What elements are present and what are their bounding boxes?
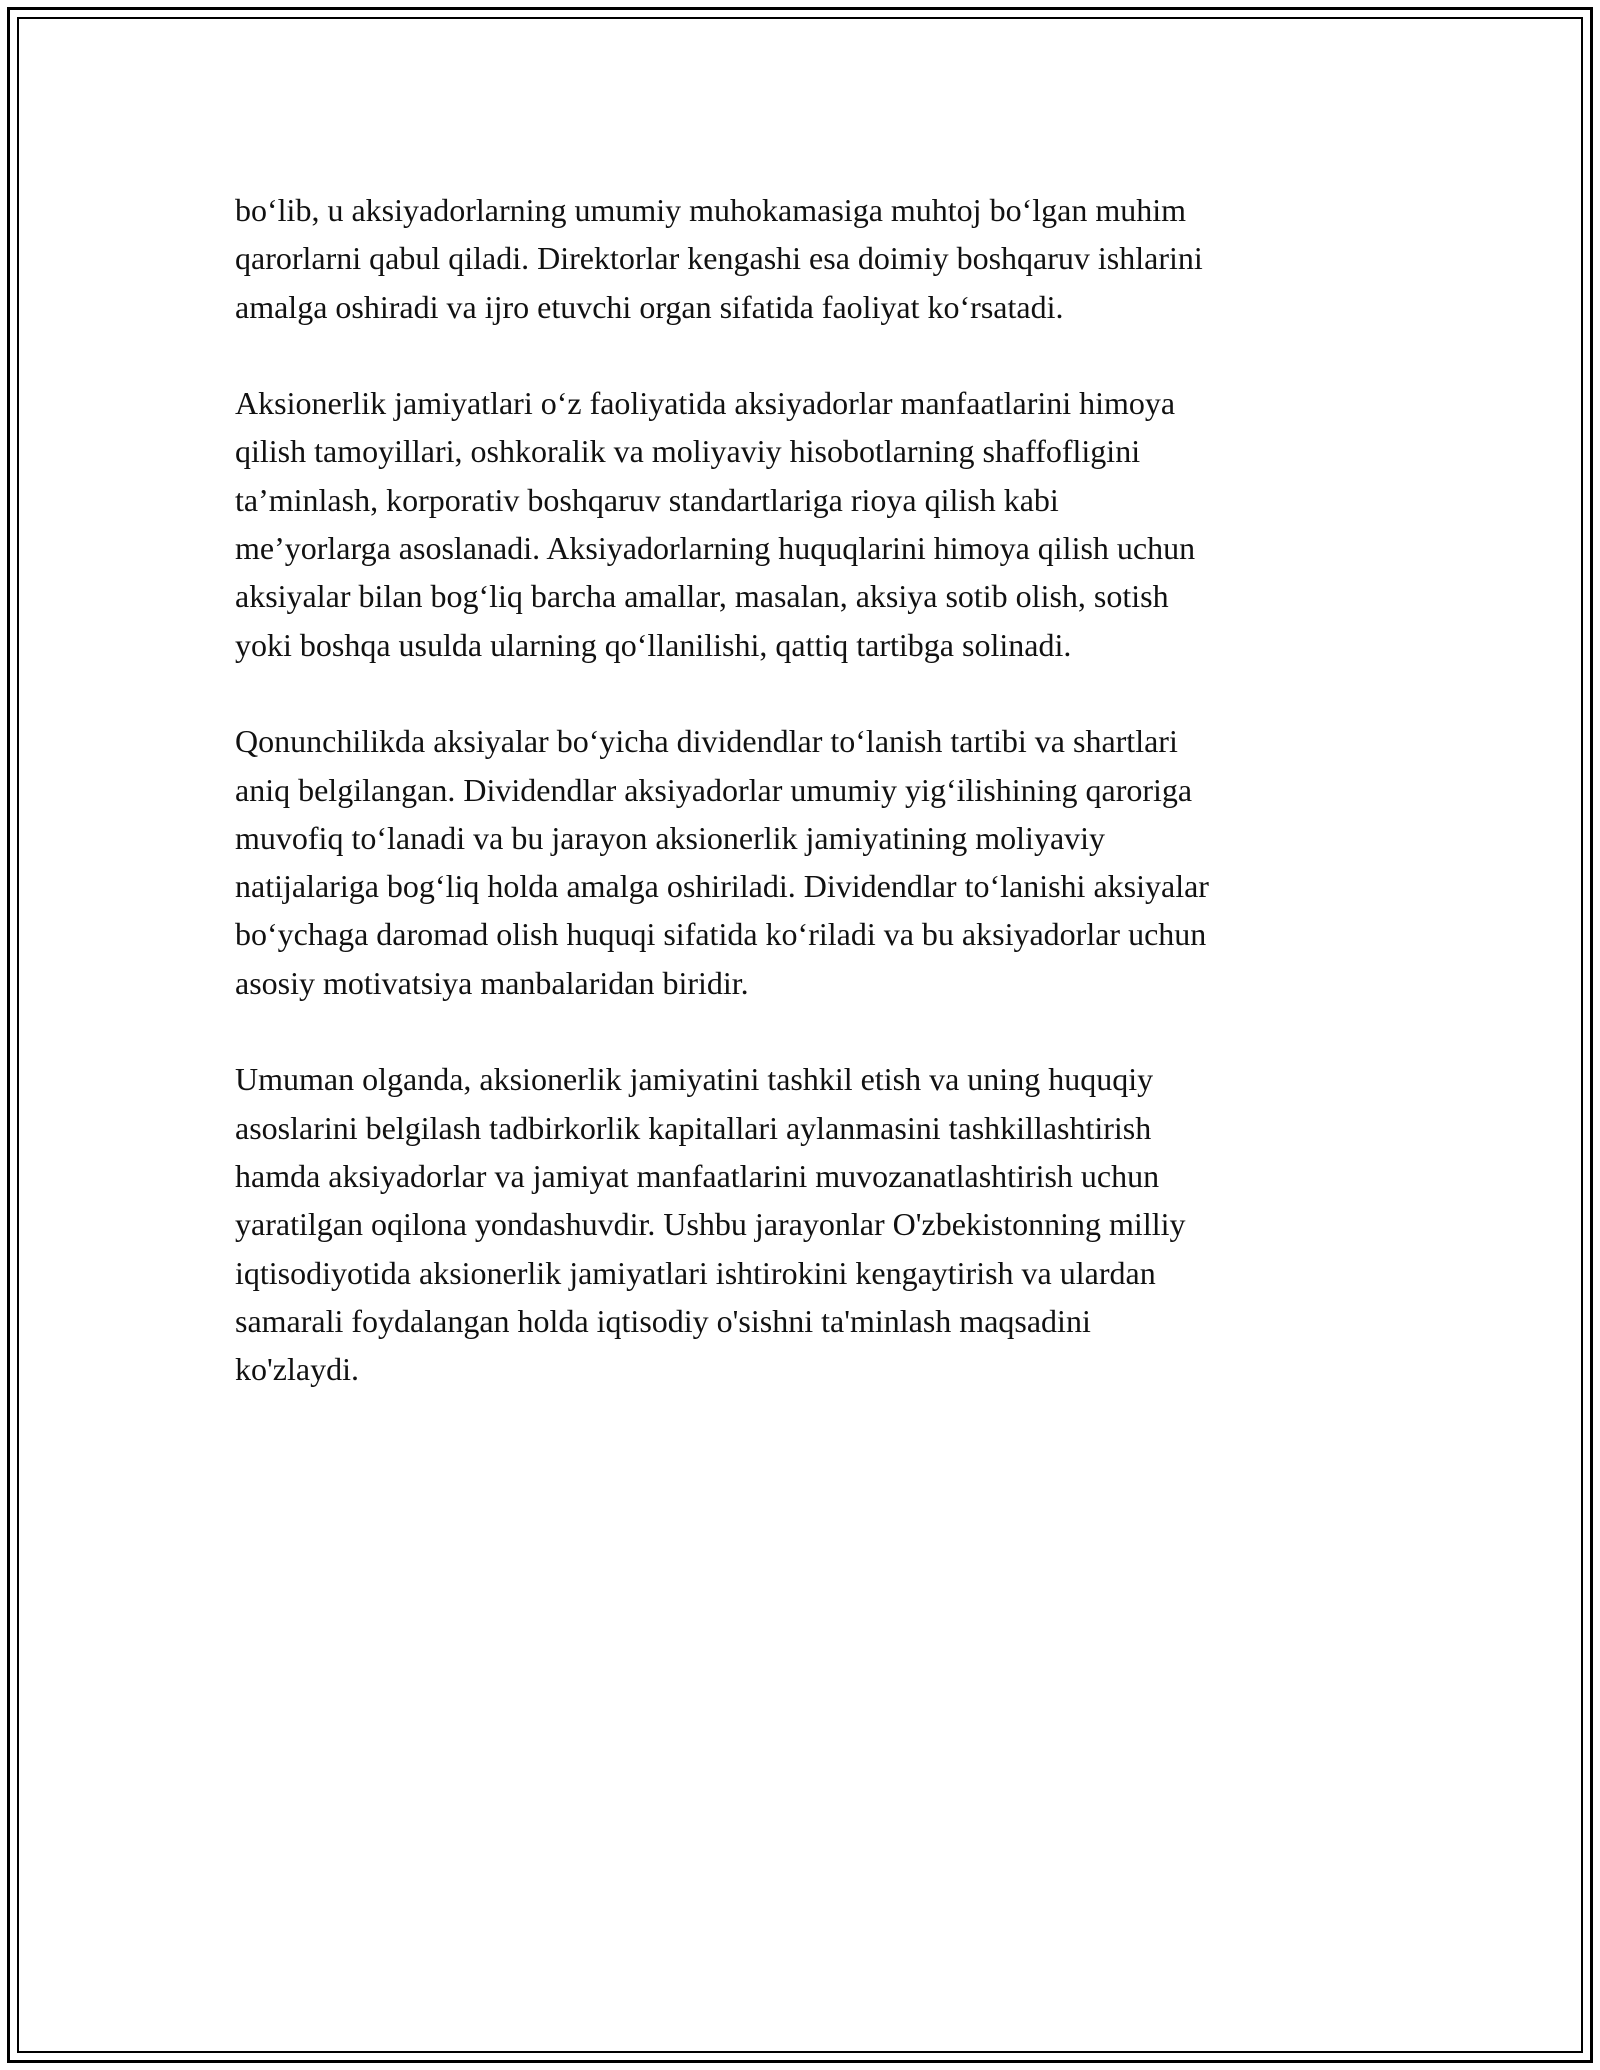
text-line: me’yorlarga asoslanadi. Aksiyadorlarning huquqlarini himoya qilish uchun <box>235 530 1196 567</box>
text-line: ta’minlash, korporativ boshqaruv standartlariga rioya qilish kabi <box>235 481 1059 518</box>
text-line: iqtisodiyotida aksionerlik jamiyatlari ishtirokini kengaytirish va ulardan <box>235 1254 1156 1291</box>
text-line: Umuman olganda, aksionerlik jamiyatini tashkil etish va uning huquqiy <box>235 1061 1154 1098</box>
text-line: qarorlarni qabul qiladi. Direktorlar kengashi esa doimiy boshqaruv ishlarini <box>235 240 1203 277</box>
document-body <box>235 186 1375 1442</box>
text-line: asosiy motivatsiya manbalaridan biridir. <box>235 964 749 1001</box>
paragraph-3 <box>235 717 1375 1007</box>
text-line: aksiyalar bilan bog‘liq barcha amallar, masalan, aksiya sotib olish, sotish <box>235 578 1169 615</box>
text-line: Qonunchilikda aksiyalar bo‘yicha dividendlar to‘lanish tartibi va shartlari <box>235 723 1178 760</box>
text-line: bo‘ychaga daromad olish huquqi sifatida ko‘riladi va bu aksiyadorlar uchun <box>235 916 1207 953</box>
text-line: asoslarini belgilash tadbirkorlik kapitallari aylanmasini tashkillashtirish <box>235 1109 1152 1146</box>
text-line: bo‘lib, u aksiyadorlarning umumiy muhokamasiga muhtoj bo‘lgan muhim <box>235 192 1186 228</box>
text-line: aniq belgilangan. Dividendlar aksiyadorlar umumiy yig‘ilishining qaroriga <box>235 771 1193 808</box>
paragraph-1 <box>235 186 1375 331</box>
text-line: ko'zlaydi. <box>235 1351 359 1388</box>
text-line: yoki boshqa usulda ularning qo‘llanilishi, qattiq tartibga solinadi. <box>235 626 1072 663</box>
text-line: natijalariga bog‘liq holda amalga oshiriladi. Dividendlar to‘lanishi aksiyalar <box>235 868 1209 905</box>
text-line: muvofiq to‘lanadi va bu jarayon aksionerlik jamiyatining moliyaviy <box>235 819 1106 856</box>
text-line: samarali foydalangan holda iqtisodiy o'sishni ta'minlash maqsadini <box>235 1302 1091 1339</box>
paragraph-4 <box>235 1055 1375 1393</box>
paragraph-2 <box>235 379 1375 669</box>
text-line: qilish tamoyillari, oshkoralik va moliyaviy hisobotlarning shaffofligini <box>235 433 1141 470</box>
text-line: amalga oshiradi va ijro etuvchi organ sifatida faoliyat ko‘rsatadi. <box>235 288 1064 325</box>
text-line: yaratilgan oqilona yondashuvdir. Ushbu jarayonlar O'zbekistonning milliy <box>235 1206 1186 1243</box>
text-line: hamda aksiyadorlar va jamiyat manfaatlarini muvozanatlashtirish uchun <box>235 1157 1160 1194</box>
text-line: Aksionerlik jamiyatlari o‘z faoliyatida aksiyadorlar manfaatlarini himoya <box>235 385 1176 422</box>
